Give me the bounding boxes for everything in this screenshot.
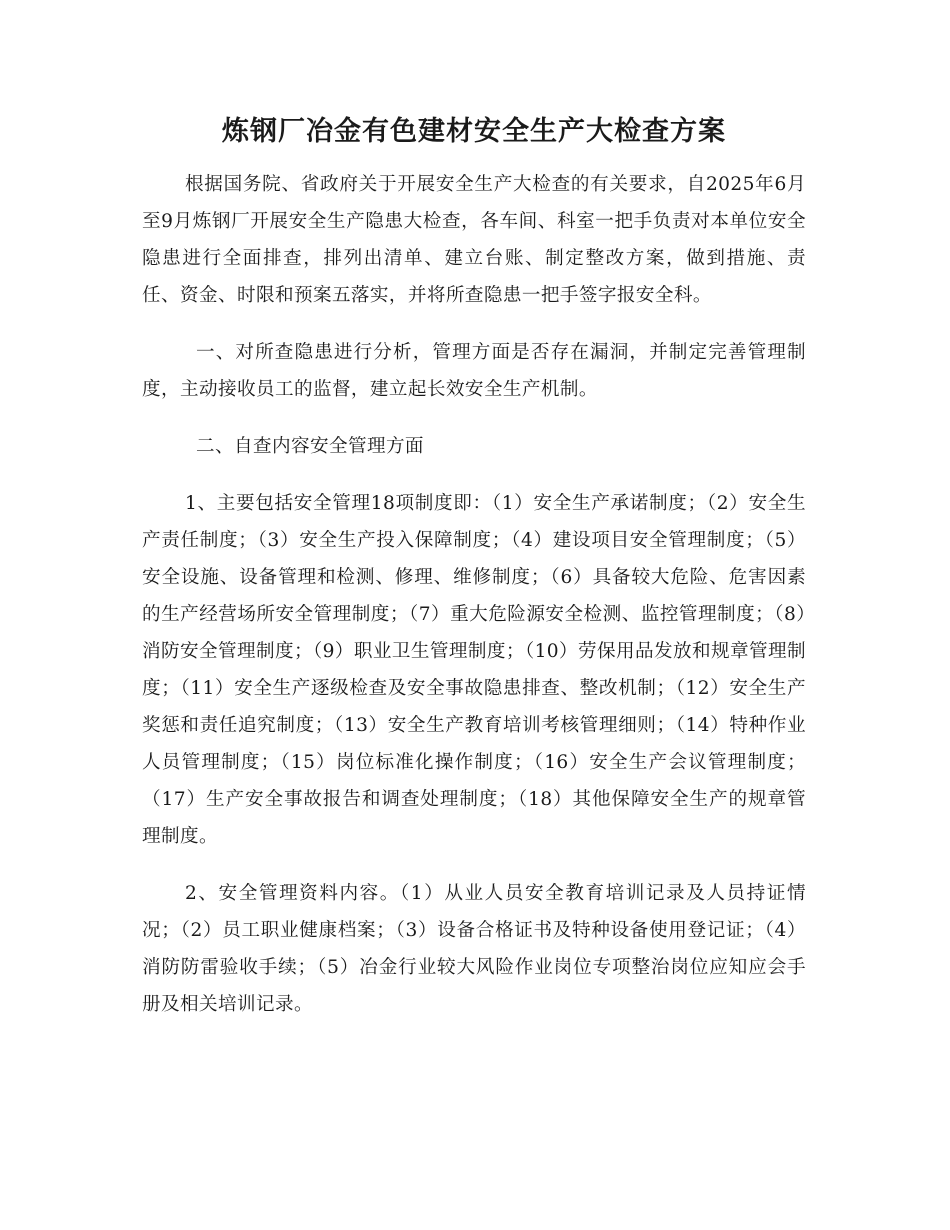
item-2-paragraph: 2、安全管理资料内容。（1）从业人员安全教育培训记录及人员持证情况；（2）员工职业健康档案；（3）设备合格证书及特种设备使用登记证；（4）消防防雷验收手续；（5）冶金行业较大风险作业岗位专项整治岗位应知应会手册及相关培训记录。 <box>142 883 806 1015</box>
intro-paragraph: 根据国务院、省政府关于开展安全生产大检查的有关要求，自2025年6月至9月炼钢厂开展安全生产隐患大检查，各车间、科室一把手负责对本单位安全隐患进行全面排查，排列出清单、建立台账、制定整改方案，做到措施、责任、资金、时限和预案五落实，并将所查隐患一把手签字报安全科。 <box>142 174 806 306</box>
item-1-paragraph: 1、主要包括安全管理18项制度即：（1）安全生产承诺制度；（2）安全生产责任制度；（3）安全生产投入保障制度；（4）建设项目安全管理制度；（5）安全设施、设备管理和检测、修理、维修制度；（6）具备较大危险、危害因素的生产经营场所安全管理制度；（7）重大危险源安全检测、监控管理制度；（8）消防安全管理制度；（9）职业卫生管理制度；（10）劳保用品发放和规章管理制度；（11）安全生产逐级检查及安全事故隐患排查、整改机制；（12）安全生产奖惩和责任追究制度；（13）安全生产教育培训考核管理细则；（14）特种作业人员管理制度；（15）岗位标准化操作制度；（16）安全生产会议管理制度；（17）生产安全事故报告和调查处理制度；（18）其他保障安全生产的规章管理制度。 <box>142 493 806 847</box>
document-title: 炼钢厂冶金有色建材安全生产大检查方案 <box>222 116 726 147</box>
section-1-paragraph: 一、对所查隐患进行分析，管理方面是否存在漏洞，并制定完善管理制度，主动接收员工的监督，建立起长效安全生产机制。 <box>142 342 806 400</box>
document-body <box>142 112 806 1023</box>
section-2-heading: 二、自查内容安全管理方面 <box>196 436 424 457</box>
